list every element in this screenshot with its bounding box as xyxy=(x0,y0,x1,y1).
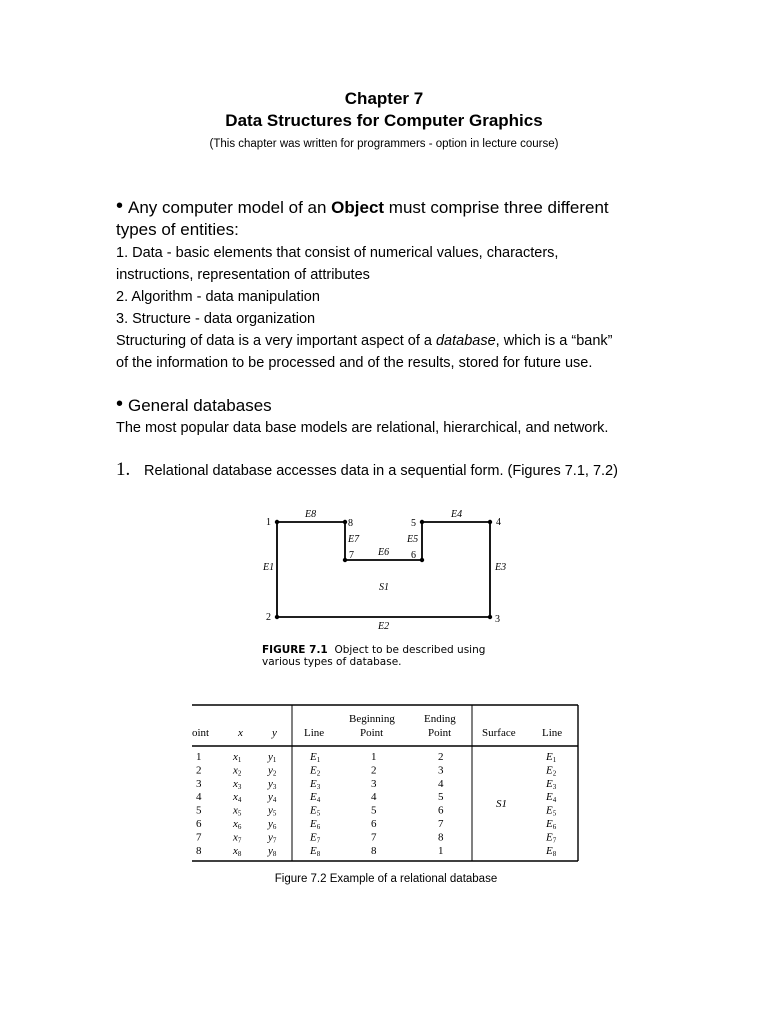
cell-line: E6 xyxy=(310,818,321,831)
cell-x: x1 xyxy=(233,751,242,764)
surface-label-s1: S1 xyxy=(379,582,389,593)
cell-y: y4 xyxy=(268,791,277,805)
vertex-label-4: 4 xyxy=(496,517,501,528)
bullet-text-pre: Any computer model of an xyxy=(128,198,332,217)
vertex-6 xyxy=(420,558,424,562)
entity-algorithm-line: 2. Algorithm - data manipulation xyxy=(116,289,320,305)
vertex-2 xyxy=(275,615,279,619)
edge-label-e5: E5 xyxy=(407,534,419,545)
vertex-label-5: 5 xyxy=(411,518,416,529)
edge-label-e2: E2 xyxy=(378,621,390,632)
vertex-4 xyxy=(488,520,492,524)
header-point: oint xyxy=(192,727,210,739)
cell-line: E3 xyxy=(310,777,321,791)
cell-begin: 8 xyxy=(371,844,377,857)
header-beginning-1: Beginning xyxy=(349,713,395,725)
cell-x: x7 xyxy=(233,831,242,845)
bullet-icon: • xyxy=(116,393,124,415)
cell-y: y5 xyxy=(268,804,277,818)
entity-structure-line: 3. Structure - data organization xyxy=(116,311,316,327)
database-text-pre: Structuring of data is a very important aspect of a xyxy=(116,333,436,349)
cell-surface-line: E5 xyxy=(546,804,557,818)
cell-surface-line: E6 xyxy=(546,818,557,831)
cell-y: y8 xyxy=(268,844,277,858)
header-ending-1: Ending xyxy=(424,713,456,725)
cell-end: 7 xyxy=(438,818,444,830)
cell-surface-line: E7 xyxy=(546,831,557,845)
figure-7-2-caption: Figure 7.2 Example of a relational database xyxy=(274,873,498,885)
bullet-object-entities xyxy=(116,195,609,218)
cell-x: x8 xyxy=(233,844,242,858)
edge-label-e8: E8 xyxy=(305,509,317,520)
cell-begin: 1 xyxy=(371,751,377,763)
bullet-text-bold: Object xyxy=(331,198,385,217)
cell-end: 5 xyxy=(438,791,444,804)
vertex-8 xyxy=(343,520,347,524)
vertex-1 xyxy=(275,520,279,524)
cell-point: 7 xyxy=(196,831,202,844)
cell-x: x6 xyxy=(233,818,242,831)
database-definition-line-cont: of the information to be processed and of the results, stored for future use. xyxy=(116,355,593,371)
chapter-note: (This chapter was written for programmers - option in lecture course) xyxy=(209,138,559,150)
database-definition-line xyxy=(116,333,613,349)
vertex-label-8: 8 xyxy=(348,518,353,529)
cell-point: 4 xyxy=(196,791,202,804)
cell-line: E8 xyxy=(310,844,321,858)
bullet-icon: • xyxy=(116,195,124,217)
cell-y: y1 xyxy=(268,751,277,764)
header-beginning-2: Point xyxy=(360,727,384,739)
entity-data-line-cont: instructions, representation of attributes xyxy=(116,267,370,283)
cell-point: 8 xyxy=(196,844,202,857)
vertex-3 xyxy=(488,615,492,619)
edge-label-e4: E4 xyxy=(451,509,463,520)
cell-y: y3 xyxy=(268,777,277,791)
relational-database-line: Relational database accesses data in a sequential form. (Figures 7.1, 7.2) xyxy=(144,463,618,479)
edge-label-e7: E7 xyxy=(348,534,360,545)
database-text-italic: database xyxy=(435,333,496,349)
cell-line: E4 xyxy=(310,791,321,805)
edge-label-e3: E3 xyxy=(495,562,507,573)
edge-label-e6: E6 xyxy=(378,547,390,558)
figure-7-1-diagram xyxy=(255,500,525,640)
cell-surface-line: E3 xyxy=(546,777,557,791)
cell-x: x2 xyxy=(233,764,242,778)
figure-7-1-caption xyxy=(262,644,485,656)
cell-begin: 2 xyxy=(371,764,377,777)
vertex-label-1: 1 xyxy=(266,517,271,528)
bullet-general-databases xyxy=(116,393,272,416)
cell-line: E1 xyxy=(310,751,321,764)
header-line: Line xyxy=(304,727,325,739)
figure-7-2-table xyxy=(192,704,580,862)
cell-surface-line: E8 xyxy=(546,844,557,858)
vertex-5 xyxy=(420,520,424,524)
cell-line: E2 xyxy=(310,764,321,778)
cell-point: 1 xyxy=(196,751,202,763)
cell-point: 5 xyxy=(196,804,202,817)
cell-line: E7 xyxy=(310,831,321,845)
cell-surface-line: E4 xyxy=(546,791,557,805)
vertex-7 xyxy=(343,558,347,562)
chapter-title: Data Structures for Computer Graphics xyxy=(225,111,543,130)
surface-cell-s1: S1 xyxy=(496,798,507,810)
bullet-continuation: types of entities: xyxy=(116,220,239,239)
header-surface: Surface xyxy=(482,727,516,739)
cell-end: 3 xyxy=(438,764,444,777)
header-line-2: Line xyxy=(542,727,563,739)
cell-surface-line: E1 xyxy=(546,751,557,764)
figure-7-1-caption-line2: various types of database. xyxy=(262,656,402,668)
header-x: x xyxy=(238,727,243,739)
caption-label: FIGURE 7.1 xyxy=(262,644,328,656)
chapter-number: Chapter 7 xyxy=(344,89,424,108)
cell-begin: 5 xyxy=(371,804,377,817)
bullet-text: General databases xyxy=(128,396,272,415)
cell-end: 2 xyxy=(438,751,444,763)
cell-y: y2 xyxy=(268,764,277,778)
object-outline xyxy=(277,522,490,617)
cell-x: x4 xyxy=(233,791,242,805)
header-ending-2: Point xyxy=(428,727,452,739)
cell-surface-line: E2 xyxy=(546,764,557,778)
vertex-label-3: 3 xyxy=(495,614,500,625)
cell-line: E5 xyxy=(310,804,321,818)
cell-point: 3 xyxy=(196,777,202,790)
database-models-line: The most popular data base models are relational, hierarchical, and network. xyxy=(116,420,609,436)
vertex-label-7: 7 xyxy=(349,550,354,561)
header-y: y xyxy=(272,727,277,739)
cell-begin: 7 xyxy=(371,831,377,844)
cell-begin: 4 xyxy=(371,791,377,804)
caption-text: Object to be described using xyxy=(334,644,486,656)
vertex-label-2: 2 xyxy=(266,612,271,623)
cell-begin: 3 xyxy=(371,777,377,790)
database-text-post: , which is a “bank” xyxy=(495,333,613,349)
vertex-label-6: 6 xyxy=(411,550,416,561)
cell-x: x5 xyxy=(233,804,242,818)
cell-point: 6 xyxy=(196,818,202,830)
cell-end: 8 xyxy=(438,831,444,844)
cell-y: y7 xyxy=(268,831,277,845)
cell-point: 2 xyxy=(196,764,202,777)
list-number: 1. xyxy=(116,459,131,480)
bullet-text-post: must comprise three different xyxy=(384,198,609,217)
cell-end: 6 xyxy=(438,804,444,817)
cell-end: 1 xyxy=(438,844,444,857)
cell-y: y6 xyxy=(268,818,277,831)
cell-x: x3 xyxy=(233,777,242,791)
entity-data-line: 1. Data - basic elements that consist of numerical values, characters, xyxy=(116,245,559,261)
cell-begin: 6 xyxy=(371,818,377,830)
edge-label-e1: E1 xyxy=(263,562,275,573)
cell-end: 4 xyxy=(438,777,444,790)
